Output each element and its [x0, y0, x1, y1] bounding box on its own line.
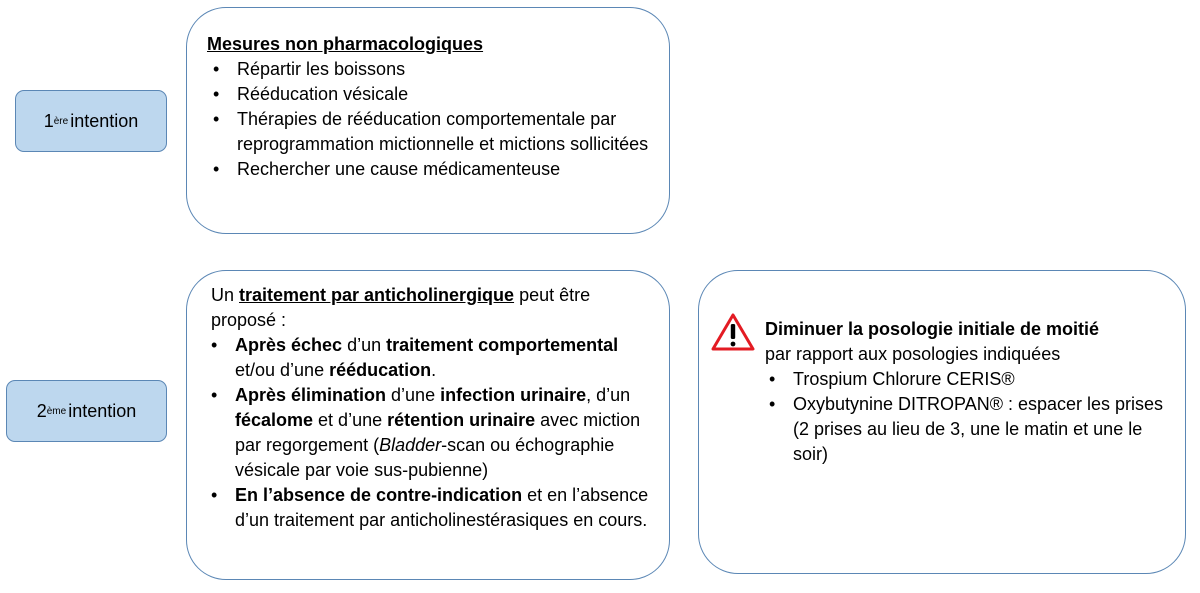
condition-item	[205, 333, 657, 383]
first-intention-label	[15, 90, 167, 152]
condition-text: avec miction par regorgement (	[235, 410, 641, 455]
second-intention-word: intention	[68, 400, 137, 421]
non-pharmacological-list	[207, 57, 657, 182]
condition-bold: Après échec	[235, 335, 343, 355]
warning-text	[765, 313, 1165, 467]
non-pharmacological-title: Mesures non pharmacologiques	[207, 34, 484, 54]
non-pharmacological-box	[186, 7, 670, 234]
second-intention-num: 2	[36, 400, 47, 421]
intro-bold: traitement par anticholinergique	[239, 285, 515, 305]
drug-item: • Trospium Chlorure CERIS®	[763, 367, 1165, 392]
condition-bold: infection urinaire	[440, 385, 587, 405]
condition-italic: Bladder	[379, 435, 442, 455]
anticholinergic-conditions	[205, 333, 657, 533]
dosage-warning-box	[698, 270, 1186, 574]
condition-text: d’une	[386, 385, 441, 405]
second-intention-sup: ème	[46, 405, 67, 417]
condition-item	[205, 483, 657, 533]
drug-item: • Oxybutynine DITROPAN® : espacer les prises (2 prises au lieu de 3, une le matin et une le soir)	[763, 392, 1165, 467]
condition-bold: Après élimination	[235, 385, 387, 405]
warning-row	[711, 313, 1165, 467]
warning-subheading: par rapport aux posologies indiquées	[765, 344, 1061, 364]
condition-text: et/ou d’une	[235, 360, 330, 380]
condition-text: .	[431, 360, 437, 380]
condition-item	[205, 383, 657, 483]
warning-triangle-icon	[711, 313, 755, 351]
list-item: • Thérapies de rééducation comportementale par reprogrammation mictionnelle et mictions sollicitées	[207, 107, 657, 157]
condition-text: et en l’absence d’un traitement par anticholinestérasiques en cours.	[235, 485, 649, 530]
anticholinergic-intro	[211, 283, 657, 333]
warning-heading: Diminuer la posologie initiale de moitié	[765, 319, 1100, 339]
condition-bold: traitement comportemental	[386, 335, 619, 355]
second-intention-label	[6, 380, 167, 442]
first-intention-sup: ère	[53, 115, 69, 127]
list-item: • Répartir les boissons	[207, 57, 657, 82]
intro-text-end: peut être proposé :	[211, 285, 591, 330]
warning-drug-list	[763, 367, 1165, 467]
first-intention-num: 1	[43, 110, 54, 131]
condition-bold: rétention urinaire	[387, 410, 536, 430]
first-intention-word: intention	[70, 110, 139, 131]
intro-text: Un	[211, 285, 240, 305]
condition-bold: fécalome	[235, 410, 314, 430]
condition-text: et d’une	[313, 410, 388, 430]
condition-bold: En l’absence de contre-indication	[235, 485, 523, 505]
anticholinergic-box	[186, 270, 670, 580]
list-item: • Rechercher une cause médicamenteuse	[207, 157, 657, 182]
list-item: • Rééducation vésicale	[207, 82, 657, 107]
condition-bold: rééducation	[329, 360, 432, 380]
condition-text: d’un	[342, 335, 387, 355]
condition-text: , d’un	[586, 385, 631, 405]
condition-text: -scan ou échographie vésicale par voie sus-pubienne)	[235, 435, 615, 480]
